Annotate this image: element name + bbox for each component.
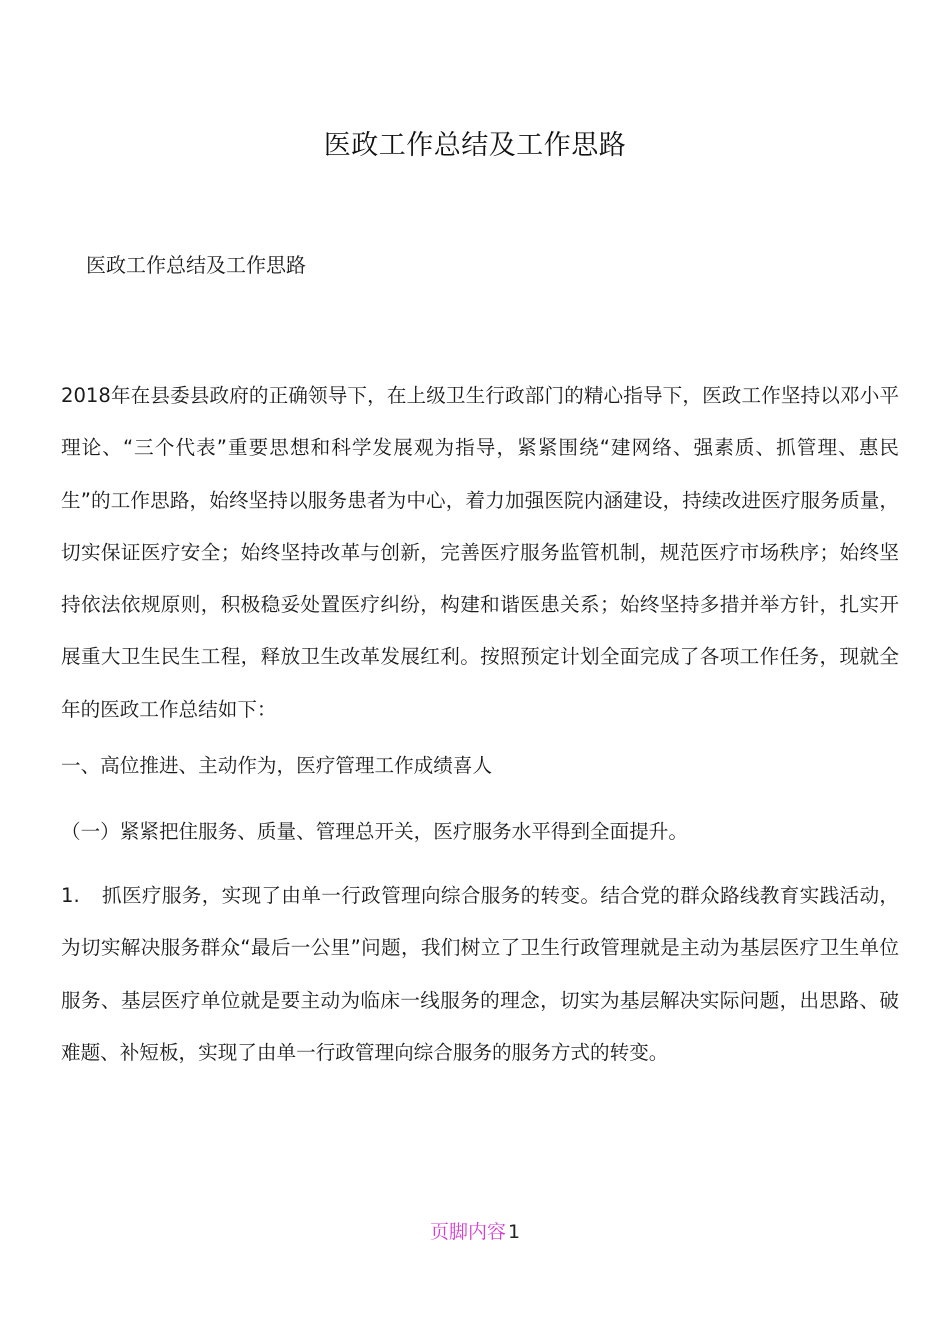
document-subtitle: 医政工作总结及工作思路 [86, 253, 306, 277]
page-footer [0, 1218, 950, 1246]
section-heading: 一、高位推进、主动作为，医疗管理工作成绩喜人 [61, 754, 493, 777]
list-item-number: 1. [61, 884, 80, 907]
list-item [61, 870, 899, 1079]
list-item-text: 抓医疗服务，实现了由单一行政管理向综合服务的转变。结合党的群众路线教育实践活动，为切实解决服务群众“最后一公里”问题，我们树立了卫生行政管理就是主动为基层医疗卫生单位服务、基层医疗单位就是要主动为临床一线服务的理念，切实为基层解决实际问题，出思路、破难题、补短板，实现了由单一行政管理向综合服务的服务方式的转变。 [61, 884, 899, 1064]
footer-page-number: 1 [507, 1221, 521, 1243]
intro-paragraph: 2018年在县委县政府的正确领导下，在上级卫生行政部门的精心指导下，医政工作坚持以邓小平理论、“三个代表”重要思想和科学发展观为指导，紧紧围绕“建网络、强素质、抓管理、惠民生”的工作思路，始终坚持以服务患者为中心，着力加强医院内涵建设，持续改进医疗服务质量，切实保证医疗安全；始终坚持改革与创新，完善医疗服务监管机制，规范医疗市场秩序；始终坚持依法依规原则，积极稳妥处置医疗纠纷，构建和谐医患关系；始终坚持多措并举方针，扎实开展重大卫生民生工程，释放卫生改革发展红利。按照预定计划全面完成了各项工作任务，现就全年的医政工作总结如下： [61, 384, 899, 721]
subsection-heading: （一）紧紧把住服务、质量、管理总开关，医疗服务水平得到全面提升。 [61, 820, 688, 843]
footer-label: 页脚内容 [429, 1221, 506, 1243]
document-title: 医政工作总结及工作思路 [323, 130, 627, 161]
